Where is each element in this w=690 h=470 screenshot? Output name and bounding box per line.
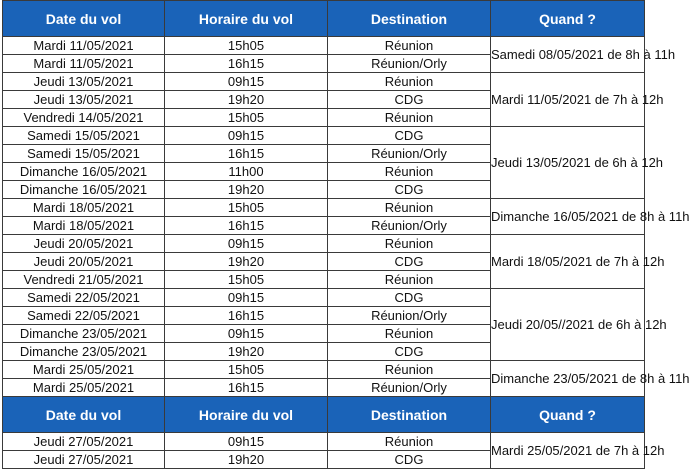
destination-cell: Réunion xyxy=(328,73,491,91)
destination-cell: CDG xyxy=(328,127,491,145)
flight-time-cell: 19h20 xyxy=(165,91,328,109)
table-row xyxy=(3,127,645,145)
destination-cell: Réunion xyxy=(328,325,491,343)
quand-cell: Dimanche 16/05/2021 de 8h à 11h xyxy=(491,199,645,235)
header-row xyxy=(3,397,645,433)
flight-time-cell: 19h20 xyxy=(165,253,328,271)
destination-cell: Réunion xyxy=(328,235,491,253)
flight-date-cell: Mardi 11/05/2021 xyxy=(3,55,165,73)
flight-date-cell: Samedi 15/05/2021 xyxy=(3,145,165,163)
table-row xyxy=(3,73,645,91)
flight-date-cell: Dimanche 16/05/2021 xyxy=(3,181,165,199)
flight-time-cell: 16h15 xyxy=(165,379,328,397)
flight-date-cell: Samedi 22/05/2021 xyxy=(3,307,165,325)
flight-time-cell: 16h15 xyxy=(165,55,328,73)
flight-date-cell: Jeudi 13/05/2021 xyxy=(3,91,165,109)
quand-cell: Jeudi 13/05/2021 de 6h à 12h xyxy=(491,127,645,199)
flight-date-cell: Jeudi 27/05/2021 xyxy=(3,433,165,451)
header-date-du-vol: Date du vol xyxy=(3,1,165,37)
destination-cell: Réunion/Orly xyxy=(328,307,491,325)
flight-time-cell: 16h15 xyxy=(165,145,328,163)
quand-cell: Jeudi 20/05//2021 de 6h à 12h xyxy=(491,289,645,361)
flight-date-cell: Samedi 15/05/2021 xyxy=(3,127,165,145)
flight-time-cell: 09h15 xyxy=(165,289,328,307)
flight-date-cell: Jeudi 13/05/2021 xyxy=(3,73,165,91)
flight-date-cell: Mardi 11/05/2021 xyxy=(3,37,165,55)
header-horaire-du-vol: Horaire du vol xyxy=(165,397,328,433)
flight-time-cell: 19h20 xyxy=(165,181,328,199)
flight-time-cell: 09h15 xyxy=(165,325,328,343)
table-row xyxy=(3,289,645,307)
header-row xyxy=(3,1,645,37)
flight-time-cell: 15h05 xyxy=(165,361,328,379)
flight-date-cell: Jeudi 20/05/2021 xyxy=(3,253,165,271)
header-horaire-du-vol: Horaire du vol xyxy=(165,1,328,37)
destination-cell: Réunion xyxy=(328,109,491,127)
flight-time-cell: 15h05 xyxy=(165,109,328,127)
flight-date-cell: Jeudi 20/05/2021 xyxy=(3,235,165,253)
flight-time-cell: 09h15 xyxy=(165,235,328,253)
flight-date-cell: Vendredi 21/05/2021 xyxy=(3,271,165,289)
flight-time-cell: 19h20 xyxy=(165,451,328,469)
flight-date-cell: Dimanche 23/05/2021 xyxy=(3,343,165,361)
flight-time-cell: 15h05 xyxy=(165,199,328,217)
flight-time-cell: 11h00 xyxy=(165,163,328,181)
destination-cell: Réunion/Orly xyxy=(328,217,491,235)
destination-cell: Réunion xyxy=(328,271,491,289)
flight-time-cell: 19h20 xyxy=(165,343,328,361)
table-row xyxy=(3,433,645,451)
flight-date-cell: Mardi 25/05/2021 xyxy=(3,361,165,379)
flight-time-cell: 16h15 xyxy=(165,307,328,325)
destination-cell: Réunion xyxy=(328,199,491,217)
quand-cell: Dimanche 23/05/2021 de 8h à 11h xyxy=(491,361,645,397)
header-quand: Quand ? xyxy=(491,397,645,433)
destination-cell: Réunion xyxy=(328,37,491,55)
flight-time-cell: 16h15 xyxy=(165,217,328,235)
table-row xyxy=(3,235,645,253)
flight-time-cell: 09h15 xyxy=(165,127,328,145)
destination-cell: Réunion xyxy=(328,361,491,379)
flight-date-cell: Mardi 25/05/2021 xyxy=(3,379,165,397)
destination-cell: CDG xyxy=(328,181,491,199)
header-destination: Destination xyxy=(328,1,491,37)
destination-cell: Réunion xyxy=(328,163,491,181)
flight-date-cell: Mardi 18/05/2021 xyxy=(3,199,165,217)
flight-time-cell: 09h15 xyxy=(165,433,328,451)
header-date-du-vol: Date du vol xyxy=(3,397,165,433)
flight-time-cell: 15h05 xyxy=(165,37,328,55)
destination-cell: Réunion/Orly xyxy=(328,379,491,397)
quand-cell: Samedi 08/05/2021 de 8h à 11h xyxy=(491,37,645,73)
flight-time-cell: 09h15 xyxy=(165,73,328,91)
flight-date-cell: Dimanche 16/05/2021 xyxy=(3,163,165,181)
table-row xyxy=(3,361,645,379)
destination-cell: Réunion xyxy=(328,433,491,451)
flight-date-cell: Mardi 18/05/2021 xyxy=(3,217,165,235)
destination-cell: Réunion/Orly xyxy=(328,55,491,73)
destination-cell: CDG xyxy=(328,451,491,469)
flight-schedule-table xyxy=(2,0,690,469)
destination-cell: CDG xyxy=(328,91,491,109)
quand-cell: Mardi 11/05/2021 de 7h à 12h xyxy=(491,73,645,127)
table-row xyxy=(3,199,645,217)
quand-cell: Mardi 18/05/2021 de 7h à 12h xyxy=(491,235,645,289)
destination-cell: CDG xyxy=(328,289,491,307)
destination-cell: Réunion/Orly xyxy=(328,145,491,163)
flight-date-cell: Samedi 22/05/2021 xyxy=(3,289,165,307)
flight-date-cell: Dimanche 23/05/2021 xyxy=(3,325,165,343)
destination-cell: CDG xyxy=(328,253,491,271)
flight-schedule-body xyxy=(3,1,690,469)
header-quand: Quand ? xyxy=(491,1,645,37)
destination-cell: CDG xyxy=(328,343,491,361)
flight-time-cell: 15h05 xyxy=(165,271,328,289)
flight-date-cell: Jeudi 27/05/2021 xyxy=(3,451,165,469)
header-destination: Destination xyxy=(328,397,491,433)
flight-date-cell: Vendredi 14/05/2021 xyxy=(3,109,165,127)
table-row xyxy=(3,37,645,55)
quand-cell: Mardi 25/05/2021 de 7h à 12h xyxy=(491,433,645,469)
